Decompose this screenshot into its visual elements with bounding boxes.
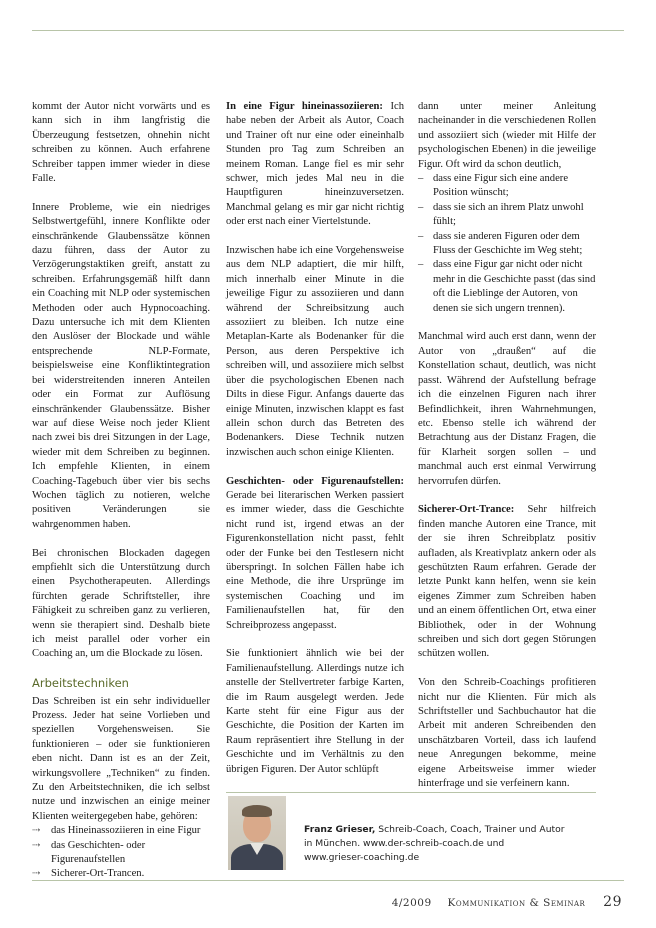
list-item: ⇢ das Hineinassoziieren in eine Figur [32, 824, 210, 838]
run-in-heading: Sicherer-Ort-Trance: [418, 504, 515, 516]
page-footer [392, 894, 622, 910]
paragraph: Geschichten- oder Figurenaufstellen: Gerade bei literarischen Werken passiert es immer wieder, dass die Geschichte nicht rund ist, irgend etwas an der Figurenkonstellation nicht passt, fehlt oder der Funke bei den Testlesern nicht überspringt. In solchen Fällen habe ich eine Methode, die ihre Ursprünge im systemischen Coaching und im Familienaufstellen hat, für den Schreibprozess angepasst. [226, 475, 404, 631]
author-bio: Franz Grieser, Schreib-Coach, Coach, Trainer und Autor in München. www.der-schreib-coach.de und www.grieser-coaching.de [304, 824, 565, 863]
paragraph: Inzwischen habe ich eine Vorgehensweise aus dem NLP adaptiert, die mir hilft, mich innerhalb einer Minute in die jeweilige Figur zu assoziieren und dann während der Schreibsitzung auch assoziiert zu bleiben. Ich nutze eine Metaplan-Karte als Bodenanker für die Person, aus deren Perspektive ich schreiben will, und assoziiere mich selbst über die psychologischen Ebenen nach Dilts in diese Figur. Anfangs dauerte das einige Minuten, inzwischen klappt es fast allein schon durch das Betreten des Bodenankers. Diese Technik nutzen inzwischen auch schon einige Klienten. [226, 245, 404, 458]
magazine-title: Kommunikation & Seminar [447, 897, 586, 909]
author-name: Franz Grieser, [304, 824, 376, 835]
dotted-arrow-icon: ⇢ [32, 868, 41, 880]
technique-list [32, 824, 210, 882]
list-item: ⇢ Sicherer-Ort-Trancen. [32, 867, 210, 881]
top-rule [32, 30, 624, 31]
section-heading: Arbeitstechniken [32, 676, 129, 691]
paragraph: Innere Probleme, wie ein niedriges Selbstwertgefühl, innere Konflikte oder einschränkende Glaubenssätze können dazu führen, dass der Autor zu Verzögerungstaktiken greift, anstatt zu schreiben. Erfahrungsgemäß hilft dann ein Coaching mit NLP oder systemischen Methoden oder auch Hypnocoaching. Dazu untersuche ich mit dem Klienten den Auslöser der Blockade und wähle entsprechende NLP-Formate, beispielsweise eine Konfliktintegration bei widerstreitenden inneren Anteilen oder ein Format zur Auflösung einschränkender Glaubenssätze. Bisher war auf diese Weise noch jeder Klient nach zwei bis drei Sitzungen in der Lage, wieder mit dem Schreiben zu beginnen. Ich empfehle Klienten, in einem Coaching-Tagebuch über vier bis sechs Wochen täglich zu notieren, welche positiven Veränderungen sie wahrgenommen haben. [32, 201, 210, 530]
paragraph: In eine Figur hineinassoziieren: Ich habe neben der Arbeit als Autor, Coach und Trainer oft nur eine oder eineinhalb Stunden pro Tag zum Schreiben an meinem Roman. Lange fiel es mir sehr schwer, mich jedes Mal neu in die Hauptfiguren hineinzuversetzen. Manchmal gelang es mir gar nicht richtig oder erst nach einer Viertelstunde. [226, 101, 404, 228]
column-3 [418, 100, 596, 806]
column-2 [226, 100, 404, 791]
list-item: – dass eine Figur sich eine andere Position wünscht; [418, 172, 596, 201]
dotted-arrow-icon: ⇢ [32, 839, 41, 851]
run-in-heading: In eine Figur hineinassoziieren: [226, 101, 383, 112]
dash-list [418, 172, 596, 316]
author-photo [228, 796, 286, 870]
paragraph: Das Schreiben ist ein sehr individueller Prozess. Jeder hat seine Vorlieben und speziellen Vorgehensweisen. Sie funktionieren – oder sie funktionieren eben nicht. Dann ist es an der Zeit, wirkungsvollere „Techniken“ zu finden. Zu den Arbeitstechniken, die ich selbst nutze und inzwischen an einige meiner Klienten weitergegeben habe, gehören: [32, 695, 210, 822]
paragraph: Von den Schreib-Coachings profitieren nicht nur die Klienten. Für mich als Schriftsteller und Sachbuchautor hat die Arbeit mit anderen Schreibenden den unschätzbaren Vorteil, dass ich laufend neue Anregungen bekomme, meine eigene Arbeitsweise immer wieder hinterfrage und sie verfeinern kann. [418, 677, 596, 790]
paragraph: dann unter meiner Anleitung nacheinander in die verschiedenen Rollen und assoziiert sich (wieder mit Hilfe der psychologischen Ebenen) in die jeweilige Figur. Oft wird da schon deutlich, [418, 101, 596, 170]
paragraph: Manchmal wird auch erst dann, wenn der Autor von „draußen“ auf die Konstellation schaut, deutlich, was nicht passt. Während der Aufstellung befrage ich die einzelnen Figuren nach ihrer Befindlichkeit, ihren Wahrnehmungen, etc. Ebenso stelle ich während der Betrachtung aus der Distanz Fragen, die für Klarheit sorgen sollen – und manchmal auch erst einmal Verwirrung hervorrufen dürfen. [418, 331, 596, 487]
column-1 [32, 100, 210, 896]
list-item: ⇢ das Geschichten- oder Figurenaufstellen [32, 839, 146, 866]
author-box [226, 792, 596, 871]
bottom-rule [32, 880, 624, 881]
paragraph: Sie funktioniert ähnlich wie bei der Familienaufstellung. Allerdings nutze ich anstelle der Stellvertreter farbige Karten, die im Raum ausgelegt werden. Jede Karte steht für eine Figur aus der Geschichte, die Position der Karten im Raum repräsentiert ihre Stellung in der Geschichte und im Verhältnis zu den übrigen Figuren. Der Autor schlüpft [226, 648, 404, 775]
paragraph: Sicherer-Ort-Trance: Sehr hilfreich finden manche Autoren eine Trance, mit der sie ihren Schreibplatz positiv aufladen, als Kreativplatz ankern oder als geschützten Raum erfahren. Gerade der letzte Punkt kann helfen, wenn sie kein eigenes Zimmer zum Schreiben haben und an einem öffentlichen Ort, etwa einer Bibliothek, oder in der Wohnung schreiben und sich dort gegen Störungen schützen wollen. [418, 504, 596, 660]
list-item: – dass sie anderen Figuren oder dem Fluss der Geschichte im Weg steht; [418, 230, 596, 259]
issue-number: 4/2009 [391, 897, 432, 909]
paragraph: kommt der Autor nicht vorwärts und es kann sich in ihm langfristig die Überzeugung festsetzen, ohnehin nicht schreiben zu können. Auch erfahrene Schreiber tappen immer wieder in diese Falle. [32, 101, 210, 185]
dotted-arrow-icon: ⇢ [32, 825, 41, 837]
run-in-heading: Geschichten- oder Figurenaufstellen: [226, 475, 404, 487]
paragraph: Bei chronischen Blockaden dagegen empfiehlt sich die Unterstützung durch einen Psychotherapeuten. Allerdings fürchten gerade Schriftsteller, ihre Fähigkeit zu schreiben ganz zu verlieren, wenn sie therapiert sind. Deshalb biete ich meist parallel oder vorher ein Coaching an, um die Blockade zu lösen. [32, 547, 210, 660]
list-item: – dass sie sich an ihrem Platz unwohl fühlt; [418, 201, 596, 230]
page-number: 29 [603, 894, 622, 910]
list-item: – dass eine Figur gar nicht oder nicht mehr in die Geschichte passt (das sind oft die Lieblinge der Autoren, von denen sie sich ungern trennen). [418, 258, 596, 316]
